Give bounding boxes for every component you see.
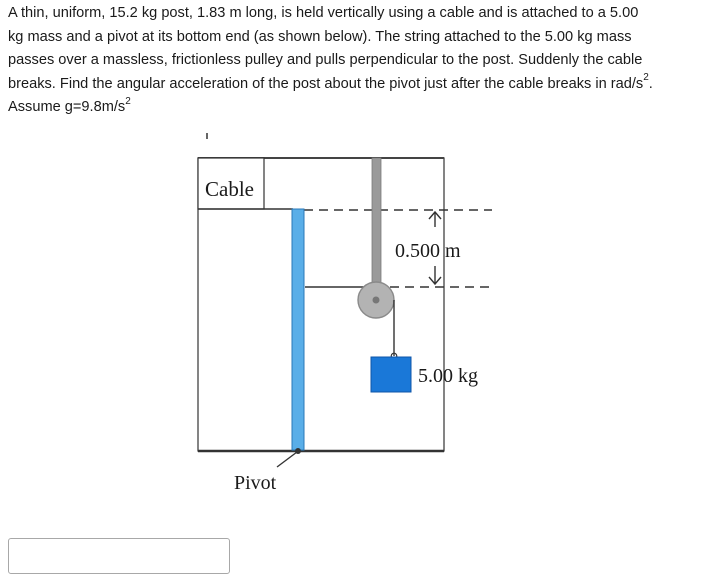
question-line-4-text: breaks. Find the angular acceleration of the post about the pivot just after the cable breaks in rad/s [8, 75, 644, 92]
pulley-support [372, 158, 381, 288]
gravity-exponent: 2 [125, 95, 131, 107]
pivot-pointer [277, 452, 297, 467]
question-line-4-end: . [648, 75, 653, 92]
answer-input[interactable] [8, 538, 230, 574]
post [292, 209, 304, 450]
units-exponent: 2 [643, 71, 649, 83]
distance-label: 0.500 m [395, 240, 461, 262]
question-line-2: kg mass and a pivot at its bottom end (as shown below). The string attached to the 5.00 kg mass [8, 28, 632, 45]
mass-label: 5.00 kg [418, 365, 478, 387]
pulley-axle [373, 297, 380, 304]
cable-label: Cable [205, 177, 254, 201]
question-line-1: A thin, uniform, 15.2 kg post, 1.83 m long, is held vertically using a cable and is attached to a 5.00 [8, 5, 639, 21]
pivot-label: Pivot [234, 472, 277, 494]
gravity-assumption: Assume g=9.8m/s [8, 99, 126, 116]
question-line-3: passes over a massless, frictionless pulley and pulls perpendicular to the post. Suddenly the cable [8, 52, 643, 69]
hanging-mass [371, 357, 411, 392]
